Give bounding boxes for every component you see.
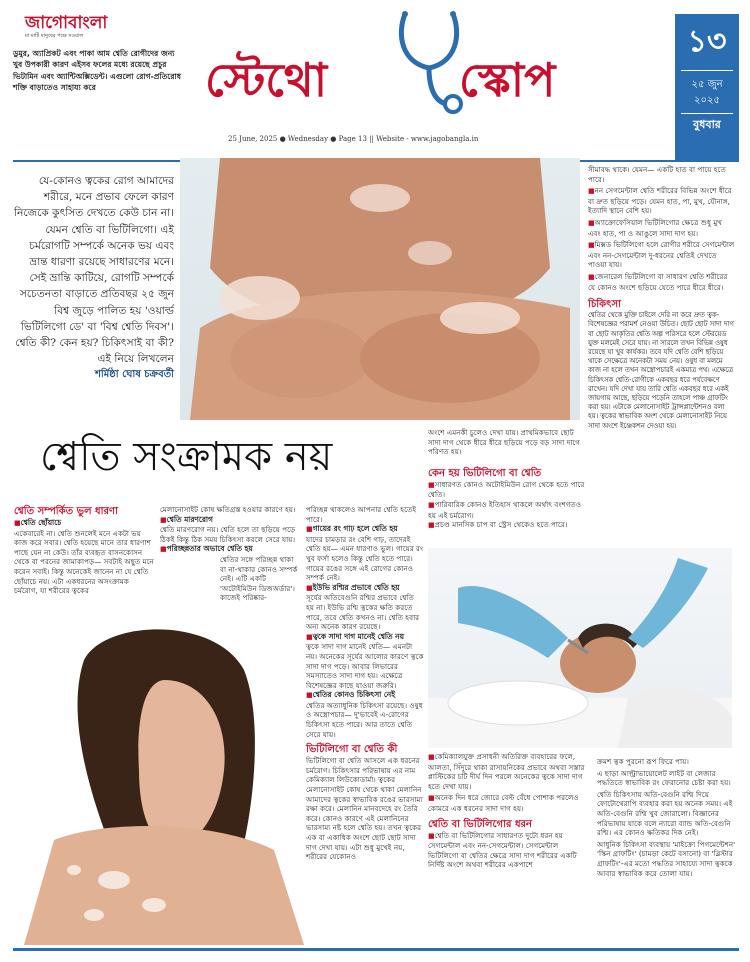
list-item: ■ শ্বেতি বা ভিটিলিগোর সাধারণত দুটো ধরন হয় সেগমেন্টাল এবং নন-সেগমেন্টাল। সেগমেন্টাল ভিটিলিগো বা শ্বেতির ক্ষেত্রে সাদা দাগ শরীরের একটি নির্দিষ্ট অংশে অথবা শরীরের একপাশে [428, 831, 586, 870]
column-a [14, 505, 154, 596]
section-title-treatment: চিকিৎসা [588, 299, 621, 311]
paragraph: শ্বেতি চিকিৎসায় অতি-বেগুনি রশ্মি দিয়ে ফোটোথেরাপি ব্যবহার করা হয় অনেক সময়। এই অতি-বেগুনি রশ্মি খুব জোরালো। বিজ্ঞানের পরিভাষায় যাকে বলে ন্যারো ব্যান্ড অতি-বেগুনি রশ্মি। এর কোনও ক্ষতিকর দিক নেই। [597, 789, 733, 838]
paragraph: মেলানোসাইট কোষ ক্ষতিগ্রস্ত হওয়ার কারণে হয়। [160, 505, 296, 514]
intro [14, 173, 174, 382]
column-b [160, 505, 298, 603]
paragraph: সূর্যের অতিবেগুনি রশ্মির প্রভাবে শ্বেতি হয় না। ইউভি রশ্মি ত্বকের ক্ষতি করতে পারে, তবে শ্বেতি কখনও না। শ্বেতি হবার অন্য অনেক কারণ রয়েছে। [306, 593, 420, 632]
arms-illustration [180, 158, 580, 420]
paragraph: আধুনিক চিকিৎসা ব্যবস্থায় 'মাইক্রো পিগমেন্টেশন' 'স্কিন গ্রাফটিং' (চামড়া কেটে বসানো) বা 'ব্লিস্টার গ্রাফটিং'-এর মতো পদ্ধতির সাহায্যে সাদা ত্বককে আবার স্বাভাবিক করে তোলা যায়। [597, 839, 736, 878]
section-title-why: কেন হয় ভিটিলিগো বা শ্বেতি [428, 467, 542, 479]
woman-photo [14, 620, 304, 945]
section-title-myths: শ্বেতি সম্পর্কিত ভুল ধারণা [14, 506, 118, 517]
section-title-what: ভিটিলিগো বা শ্বেতি কী [306, 744, 398, 756]
woman-illustration [14, 620, 304, 945]
paragraph: যাদের চামড়ার রং বেশি গাঢ়, তাদেরই শ্বেতি হয়— এমন ধারণাও ভুল। গায়ের রং খুব ফর্সা হলেও কিন্তু শ্বেতি হতে পারে। গায়ের রঙের সঙ্গে এই রোগের কোনও সম্পর্ক নেই। [306, 534, 424, 583]
logo [25, 14, 145, 40]
logo-tagline: মা মাটি মানুষের পক্ষে সওয়াল [25, 33, 84, 39]
paragraph: শ্বেতির অত্যাধুনিক চিকিৎসা রয়েছে। ওষুধ ও অস্ত্রোপচার— দু'ভাবেই এ-রোগের চিকিৎসা হতে পারে। আর তাতে শ্বেতি সেরে যায়। [306, 700, 423, 739]
paragraph: সীমাবদ্ধ থাকে। যেমন— একটি হাত বা পায়ে হতে পারে। [588, 165, 726, 184]
column-e [597, 757, 737, 878]
subheading: ■ শ্বেতি ছোঁয়াচে [14, 518, 154, 529]
page-title [205, 32, 625, 132]
paragraph: শ্বেতি মারণরোগ নয়। শ্বেতি হলে তা ছড়িয়ে পড়ে ঠিকই কিন্তু ঠিক সময় চিকিৎসা করলে সেরে যায়। [160, 525, 296, 544]
list-item: ■ জেনারেল ভিটিলিগো বা সাধারণ শ্বেতি শরীরের যে কোনও অংশে ছড়িয়ে যেতে পারে ধীরে ধীরে। [588, 272, 736, 292]
day-bn: বুধবার [693, 118, 721, 131]
page-title-left: স্টেথো [205, 53, 328, 107]
list-item: ■ কেমিক্যালযুক্ত প্রসাধনী অতিরিক্ত ব্যবহারের ফলে, আলতা, সিঁদুরে থাকা রাসায়নিকের প্রভাবে অথবা সস্তার প্লাস্টিকের চটি দীর্ঘ দিন পরলে অনেকের ত্বকে সাদা দাগ হতে দেখা যায়। [428, 752, 586, 791]
subheading: ■ পরিচ্ছন্নতার অভাবে শ্বেতি হয় [160, 544, 298, 555]
page-number-box [675, 14, 739, 162]
list-item: ■ অনেক দিন ধরে জোরে বেল্ট বেঁধে পোশাক পরলেও কোমরে এক ধরনের সাদা দাগ হয়। [428, 793, 586, 813]
paragraph: পরিচ্ছন্ন থাকলেও আপনার শ্বেতি হতেই পারে। [306, 505, 417, 524]
paragraph: অংশে এমনকী চুলেও দেখা যায়। প্রাথমিকভাবে ছোট সাদা দাগ থেকে ধীরে ধীরে ছড়িয়ে পড়ে বড় সাদা দাগে পরিণত হয়। [428, 428, 581, 457]
page-number: ১৩ [687, 24, 727, 59]
headline: শ্বেতি সংক্রামক নয় [40, 434, 333, 480]
right-top-column [588, 165, 736, 431]
list-item: ■ নন সেগমেন্টাল শ্বেতি শরীরের বিভিন্ন অংশে ধীরে বা দ্রুত ছড়িয়ে পড়ে। যেমন হাত, পা, মুখ, যৌনাঙ্গ, ইত্যাদি স্থানে বেশি হয়। [588, 186, 736, 216]
logo-text: জাগোবাংলা [25, 13, 108, 33]
list-item: ■ অ্যাক্রোফেসিয়াল ভিটিলিগোর ক্ষেত্রে শুধু মুখ এবং হাত, পা ও আঙুলে সাদা দাগ হয়। [588, 218, 736, 238]
list-item: ■ প্রচণ্ড মানসিক চাপ বা স্ট্রেস থেকেও হতে পারে। [428, 520, 586, 531]
list-item: ■ মিক্সড ভিটিলিগো হলে রোগীর শরীরে সেগমেন্টাল এবং নন-সেগমেন্টাল দু-ধরনের শ্বেতিই দেখতে পাওয়া যায়। [588, 240, 736, 270]
intro-author: শর্মিষ্ঠা ঘোষ চক্রবর্তী [94, 369, 174, 381]
paragraph: একেবারেই না। শ্বেতি শুনলেই মনে একটা ভয় কাজ করে সবার। শ্বেতি হয়েছে মানে তার ধারণাশ পাছে যেন না কেউ। তাঁর ব্যবহৃত বাসনকোসন থেকে বা পরনের জামাকাপড়— সবটাই অছুত মনে করেন সবাই। কিন্তু অনেকেই জানেন না যে শ্বেতি ছোঁয়াচে নয়। এটা একধরনের অসংক্রামক চর্মরোগ, যা শরীরের ত্বকের [14, 528, 154, 596]
list-item: ■ পারিবারিক কোনও ইতিহাস থাকলে অর্থাৎ বংশগতও হয় এই চর্মরোগ। [428, 500, 586, 520]
paragraph: ত্বকে সাদা দাগ মানেই শ্বেতি— এমনটা নয়। অনেকের সূর্যের আলোর কারণে ত্বকে সাদা দাগ পড়ে। আবার লিভারের সমস্যাতেও সাদা দাগ হয়। এক্ষেত্রে বিশেষজ্ঞের কাছে যাওয়া জরুরি। [306, 642, 424, 690]
list-item: ■ সাধারণত কোনও অটোইমিউন রোগ থেকে হতে পারে শ্বেতি। [428, 480, 586, 500]
bottom-rule [13, 948, 739, 951]
subheading: ■ ত্বকে সাদা দাগ মানেই শ্বেতি নয় [306, 632, 424, 643]
paragraph: শ্বেতির থেকে মুক্তি চাইলে দেরি না করে দ্রুত ত্বক-বিশেষজ্ঞের পরামর্শ নেওয়া উচিত। ছোট ছোট সাদা দাগ বা ছোট আকৃতির শ্বেতি অল্প পরিসরে হলে স্টেরয়েড যুক্ত মলমেই সেরে যায়। না সারলে তখন বিভিন্ন ওষুধ রয়েছে যা খুব কার্যকর। তবে যদি শ্বেতি বেশি ছড়িয়ে থাকে সেক্ষেত্রে অনেকটা সময় নেয়। ওষুধ বা মলমে কাজ না হলে তখন অস্ত্রোপচারই একমাত্র পথ। এক্ষেত্রে চিকিৎসক শ্বেতি-রোগীকে একবছর ধরে পর্যবেক্ষণে রাখেন। যদি দেখা যায় তারি শ্বেতি একবছর ধরে একই জায়গায় আছে, ছড়িয়ে পড়েনি তাহলে পাঞ্চ গ্রাফটিং করা হয়। এটাকে মেলানোসাইট ট্রান্সপ্লান্টেশনও বলা হয়। ত্বকের স্বাভাবিক অংশ থেকে মেলানোসাইট নিয়ে সাদা অংশে ইঞ্জেকশন দেওয়া হয়। [588, 311, 734, 430]
paragraph: ক্রমশ ত্বক পুরনো রূপ ফিরে পায়। [597, 757, 689, 766]
intro-text: যে-কোনও ত্বকের রোগ আমাদের শরীরে, মনে প্রভাব ফেলে কারণ নিজেকে কুৎসিত দেখতে কেউ চান না। যেমন শ্বেতি বা ভিটিলিগো। এই চর্মরোগটি সম্পর্কে অনেক ভয় এবং ভ্রান্ত ধারণা রয়েছে সাধারণের মনে। সেই ভ্রান্তি কাটিয়ে, রোগটি সম্পর্কে সচেতনতা বাড়াতে প্রতিবছর ২৫ জুন বিশ্ব জুড়ে পালিত হয় 'ওয়ার্ল্ড ভিটিলিগো ডে' বা 'বিশ্ব শ্বেতি দিবস'। শ্বেতি কী? কেন হয়? চিকিৎসাই বা কী? এই নিয়ে লিখলেন [14, 175, 174, 366]
subheading: ■ শ্বেতির কোনও চিকিৎসা নেই [306, 690, 424, 701]
subheading: ■ শ্বেতি মারণরোগ [160, 515, 298, 526]
teaser-text: ডুমুর, অ্যাপ্রিকট এবং পাকা আম শ্বেতি রোগীদের জন্য খুব উপকারী কারণ এইসব ফলের মধ্যে রয়েছে প্রচুর ভিটামিন এবং অ্যান্টিঅক্সিডেন্ট। এগুলো রোগ-প্রতিরোধ শক্তি বাড়াতেও সাহায্য করে [13, 49, 181, 93]
subheading: ■ ইউভি রশ্মির প্রভাবে শ্বেতি হয় [306, 583, 424, 594]
paragraph: শ্বেতির সঙ্গে পরিচ্ছন্ন থাকা বা না-থাকার কোনও সম্পর্ক নেই। এটি একটি 'অটোইমিউন ডিজঅর্ডার'। কাজেই পরিষ্কার- [220, 554, 298, 603]
masthead [0, 0, 750, 162]
doctor-illustration [428, 548, 732, 748]
page-title-right: স্কোপ [459, 53, 556, 107]
column-d [428, 428, 586, 531]
doctor-photo [428, 548, 732, 748]
column-c [306, 505, 424, 862]
paragraph: ভিটিলিগো বা শ্বেতি আসলে এক ধরনের চর্মরোগ। চিকিৎসার পরিভাষায় এর নাম কেমিক্যাল লিউকোডার্মা। ত্বকের মেলানোসাইট কোষ থেকে থাকা মেলানিন আমাদের ত্বকের স্বাভাবিক রঙের ভারসাম্য রক্ষা করে। মেলানিন মানবদেহে রং তৈরি করে। কোনও কারণে এই মেলানিনের ভারসাম্য নষ্ট হলে শ্বেতি হয়। তখন ত্বকের এক বা একাধিক অংশে ছোট ছোট সাদা দাগ দেখা যায়। এটা শুধু মুখেই নয়, শরীরের যেকোনও [306, 756, 423, 862]
column-d-lower [428, 752, 586, 870]
paragraph: এ ছাড়া আল্ট্রাভায়োলেট লাইট বা লেজার পদ্ধতিতে স্বাভাবিক রং ফেরানোর চেষ্টা করা হয়। [597, 768, 731, 788]
date-bn: ২৫ জুন ২০২৫ [691, 79, 723, 106]
subheading: ■ গায়ের রং গাঢ় হলে শ্বেতি হয় [306, 524, 424, 535]
dateline: 25 June, 2025 ● Wednesday ● Page 13 || Website - www.jagobangla.in [228, 135, 479, 143]
arms-photo [180, 158, 580, 420]
section-title-types: শ্বেতি বা ভিটিলিগোর ধরন [428, 818, 533, 830]
